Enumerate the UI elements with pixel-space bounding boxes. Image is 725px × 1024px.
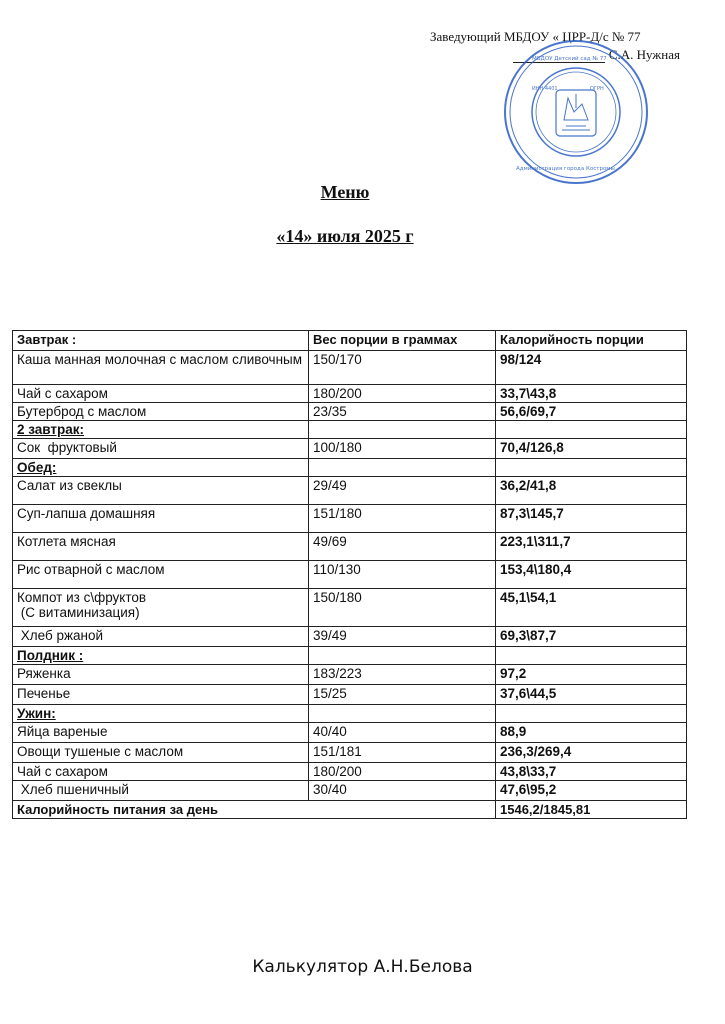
portion-weight: 39/49	[309, 627, 496, 647]
portion-weight: 30/40	[309, 781, 496, 801]
portion-calories: 56,6/69,7	[496, 403, 687, 421]
dish-name: Яйца вареные	[13, 723, 309, 743]
svg-text:ИНН 4401: ИНН 4401	[532, 86, 558, 92]
portion-calories: 47,6\95,2	[496, 781, 687, 801]
menu-table-body	[13, 351, 687, 801]
table-row	[13, 477, 687, 505]
table-row	[13, 763, 687, 781]
menu-date: «14» июля 2025 г	[276, 226, 414, 246]
portion-calories: 33,7\43,8	[496, 385, 687, 403]
table-row	[13, 685, 687, 705]
portion-calories: 69,3\87,7	[496, 627, 687, 647]
header-weight: Вес порции в граммах	[309, 331, 496, 351]
portion-calories: 223,1\311,7	[496, 533, 687, 561]
table-section-row	[13, 421, 687, 439]
portion-calories: 88,9	[496, 723, 687, 743]
portion-calories: 97,2	[496, 665, 687, 685]
dish-name: Рис отварной с маслом	[13, 561, 309, 589]
portion-calories: 37,6\44,5	[496, 685, 687, 705]
table-row	[13, 665, 687, 685]
portion-calories: 45,1\54,1	[496, 589, 687, 627]
portion-weight: 183/223	[309, 665, 496, 685]
official-seal-icon	[502, 38, 650, 186]
table-row	[13, 723, 687, 743]
portion-weight: 151/181	[309, 743, 496, 763]
table-header-row	[13, 331, 687, 351]
portion-weight: 151/180	[309, 505, 496, 533]
portion-calories	[496, 459, 687, 477]
portion-weight	[309, 647, 496, 665]
dish-name: Каша манная молочная с маслом сливочным	[13, 351, 309, 385]
table-section-row	[13, 705, 687, 723]
portion-weight: 150/180	[309, 589, 496, 627]
portion-weight	[309, 421, 496, 439]
dish-name: Ряженка	[13, 665, 309, 685]
svg-text:ОГРН: ОГРН	[590, 86, 604, 92]
portion-weight: 180/200	[309, 385, 496, 403]
approval-position: Заведующий МБДОУ « ЦРР-Д/с № 77	[430, 29, 641, 44]
table-row	[13, 351, 687, 385]
svg-text:МБДОУ Детский сад № 77: МБДОУ Детский сад № 77	[532, 56, 607, 62]
table-row	[13, 385, 687, 403]
portion-weight: 110/130	[309, 561, 496, 589]
portion-calories: 153,4\180,4	[496, 561, 687, 589]
dish-name: Чай с сахаром	[13, 763, 309, 781]
header-calories: Калорийность порции	[496, 331, 687, 351]
portion-calories: 236,3/269,4	[496, 743, 687, 763]
portion-calories	[496, 705, 687, 723]
dish-name: Котлета мясная	[13, 533, 309, 561]
portion-weight	[309, 459, 496, 477]
header-meal: Завтрак :	[13, 331, 309, 351]
total-row	[13, 801, 687, 819]
total-label: Калорийность питания за день	[13, 801, 496, 819]
table-row	[13, 439, 687, 459]
portion-calories: 87,3\145,7	[496, 505, 687, 533]
table-row	[13, 781, 687, 801]
footer-signature: Калькулятор А.Н.Белова	[252, 957, 473, 977]
table-row	[13, 403, 687, 421]
portion-weight: 29/49	[309, 477, 496, 505]
portion-calories	[496, 647, 687, 665]
table-row	[13, 589, 687, 627]
table-row	[13, 627, 687, 647]
dish-name: Суп-лапша домашняя	[13, 505, 309, 533]
table-section-row	[13, 647, 687, 665]
portion-weight	[309, 705, 496, 723]
dish-name: Бутерброд с маслом	[13, 403, 309, 421]
portion-weight: 180/200	[309, 763, 496, 781]
table-section-row	[13, 459, 687, 477]
dish-name: 2 завтрак:	[13, 421, 309, 439]
portion-calories: 36,2/41,8	[496, 477, 687, 505]
approval-name: С.А. Нужная	[608, 47, 680, 62]
dish-name: Овощи тушеные с маслом	[13, 743, 309, 763]
menu-table	[12, 330, 687, 819]
portion-weight: 100/180	[309, 439, 496, 459]
portion-calories	[496, 421, 687, 439]
portion-weight: 40/40	[309, 723, 496, 743]
dish-name: Обед:	[13, 459, 309, 477]
portion-weight: 15/25	[309, 685, 496, 705]
dish-name: Сок фруктовый	[13, 439, 309, 459]
total-calories: 1546,2/1845,81	[496, 801, 687, 819]
portion-weight: 150/170	[309, 351, 496, 385]
dish-name: Ужин:	[13, 705, 309, 723]
portion-weight: 23/35	[309, 403, 496, 421]
portion-calories: 43,8\33,7	[496, 763, 687, 781]
page-title: Меню	[320, 182, 370, 202]
dish-name: Полдник :	[13, 647, 309, 665]
dish-name: Печенье	[13, 685, 309, 705]
portion-calories: 70,4/126,8	[496, 439, 687, 459]
table-row	[13, 561, 687, 589]
table-row	[13, 533, 687, 561]
table-row	[13, 743, 687, 763]
svg-text:Администрация города Костромы: Администрация города Костромы	[516, 166, 615, 172]
portion-calories: 98/124	[496, 351, 687, 385]
dish-name: Салат из свеклы	[13, 477, 309, 505]
dish-name: Чай с сахаром	[13, 385, 309, 403]
portion-weight: 49/69	[309, 533, 496, 561]
table-row	[13, 505, 687, 533]
dish-name: Компот из с\фруктов (С витаминизация)	[13, 589, 309, 627]
dish-name: Хлеб ржаной	[13, 627, 309, 647]
dish-name: Хлеб пшеничный	[13, 781, 309, 801]
